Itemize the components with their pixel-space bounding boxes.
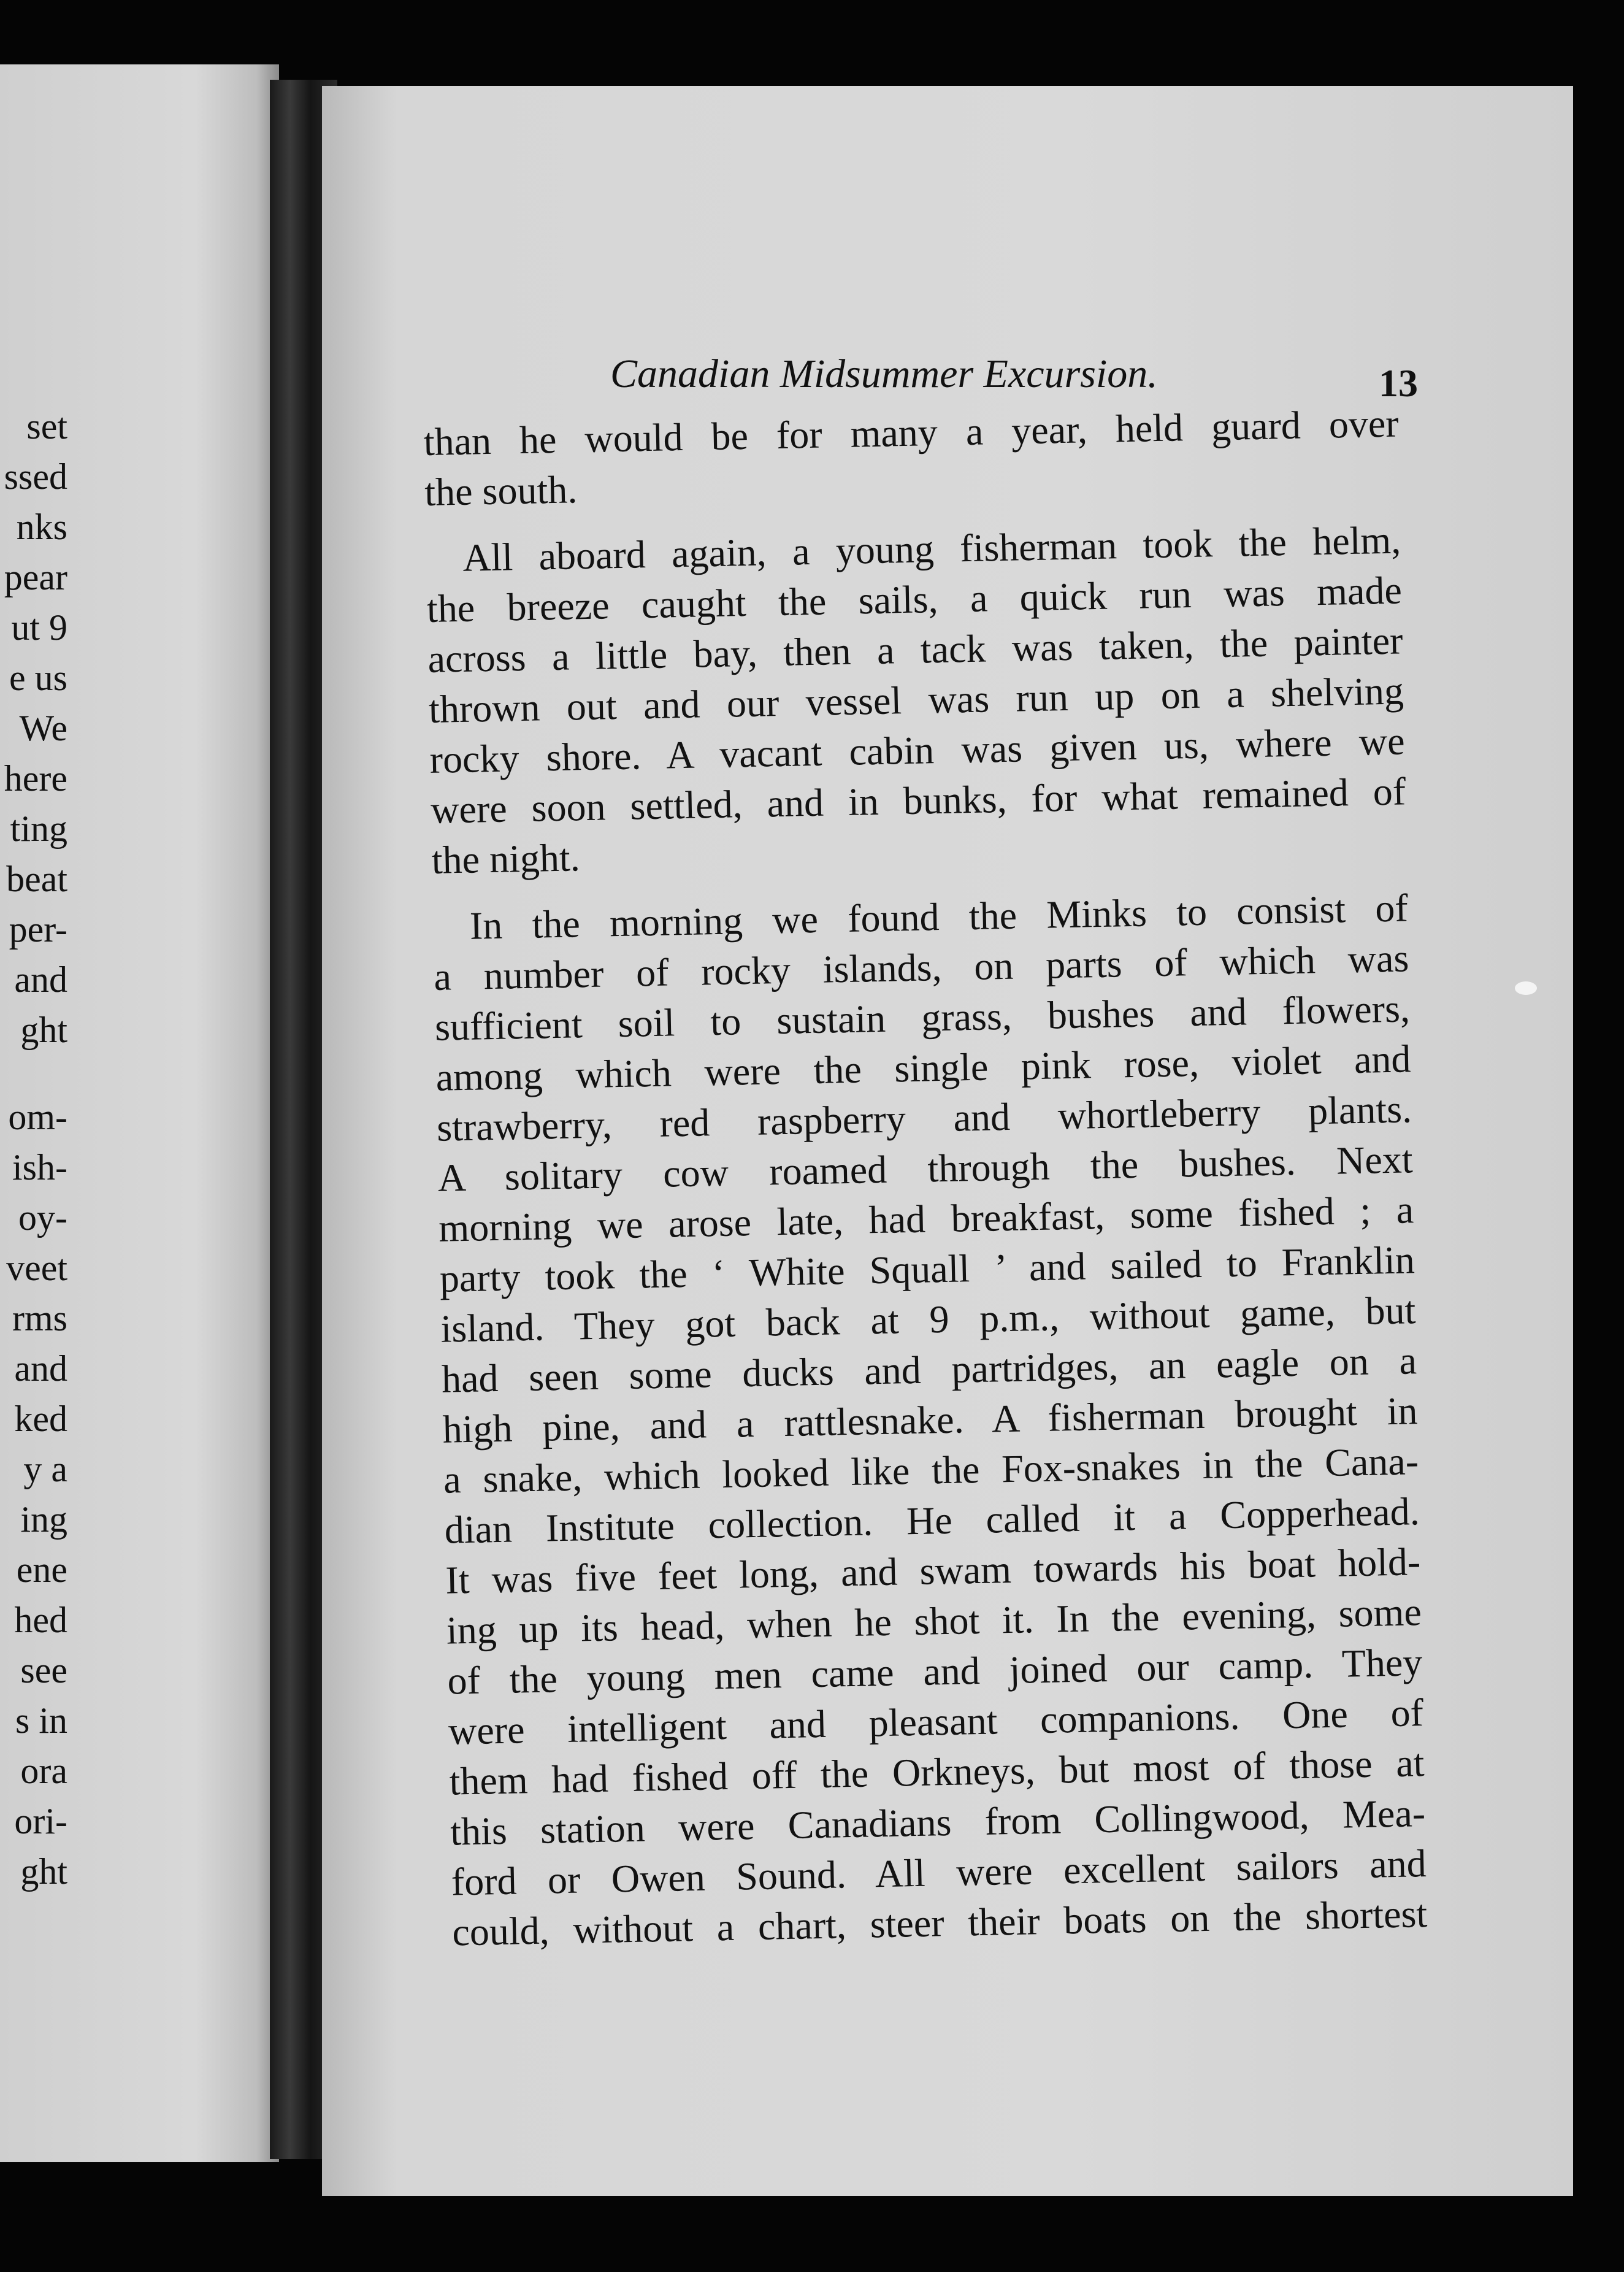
- left-page-fragment: ght: [20, 1010, 67, 1050]
- running-title: Canadian Midsummer Excursion.: [610, 351, 1158, 396]
- left-page-fragment: here: [4, 758, 67, 799]
- text-line: this station were Canadians from Collingwood, Mea-: [450, 1791, 1426, 1854]
- text-line: sufficient soil to sustain grass, bushes and flowers,: [434, 986, 1411, 1049]
- text-line: It was five feet long, and swam towards his boat hold-: [445, 1540, 1421, 1602]
- text-line: morning we arose late, had breakfast, some fished ; a: [438, 1188, 1414, 1250]
- text-line: rocky shore. A vacant cabin was given us, where we: [429, 719, 1406, 781]
- left-page-fragment: beat: [6, 859, 67, 899]
- left-page-fragment: veet: [6, 1248, 67, 1288]
- paper-blemish: [1515, 981, 1537, 995]
- text-line: than he would be for many a year, held guard over: [423, 401, 1400, 464]
- text-line: across a little bay, then a tack was taken, the painter: [427, 618, 1403, 681]
- text-line: ford or Owen Sound. All were excellent sailors and: [451, 1841, 1427, 1904]
- text-line: high pine, and a rattlesnake. A fisherman brought in: [442, 1389, 1419, 1451]
- left-page-fragment: per-: [9, 909, 67, 950]
- left-page-fragment: hed: [14, 1600, 67, 1640]
- text-line: A solitary cow roamed through the bushes. Next: [437, 1137, 1414, 1200]
- left-page-fragment: ene: [16, 1549, 67, 1590]
- left-page-fragment: ut 9: [11, 607, 67, 648]
- text-line: the breeze caught the sails, a quick run was made: [426, 568, 1403, 631]
- left-page-fragment: pear: [4, 557, 67, 597]
- text-line: thrown out and our vessel was run up on a shelving: [428, 669, 1404, 731]
- left-page-fragment: ssed: [4, 456, 67, 497]
- left-page: [0, 64, 279, 2162]
- text-line: the night.: [431, 835, 581, 882]
- text-line: All aboard again, a young fisherman took the helm,: [462, 518, 1401, 580]
- text-line: the south.: [424, 467, 578, 514]
- left-page-fragment: ora: [20, 1751, 67, 1791]
- left-page-fragment: and: [14, 1348, 67, 1389]
- left-page-fragment: y a: [23, 1449, 67, 1489]
- left-page-fragment: ish-: [12, 1147, 67, 1188]
- text-line: were soon settled, and in bunks, for what remained of: [430, 769, 1406, 832]
- left-page-fragment: e us: [9, 658, 67, 698]
- text-line: strawberry, red raspberry and whortleberry plants.: [436, 1087, 1412, 1149]
- left-page-fragment: ori-: [14, 1801, 67, 1841]
- text-line: In the morning we found the Minks to consist of: [469, 886, 1409, 948]
- left-page-fragment: We: [19, 708, 67, 748]
- text-line: of the young men came and joined our camp. They: [446, 1640, 1423, 1703]
- left-page-fragment: set: [26, 406, 67, 447]
- left-page-fragment: ting: [10, 808, 67, 849]
- left-page-fragment: and: [14, 959, 67, 1000]
- text-line: them had fished off the Orkneys, but most of those at: [449, 1741, 1425, 1803]
- left-page-fragment: ing: [20, 1499, 67, 1540]
- text-line: a snake, which looked like the Fox-snakes in the Cana-: [443, 1439, 1419, 1502]
- text-line: party took the ‘ White Squall ’ and sailed to Franklin: [439, 1238, 1415, 1300]
- left-page-fragment: see: [20, 1650, 67, 1691]
- left-page-fragment: ght: [20, 1851, 67, 1892]
- text-line: could, without a chart, steer their boats on the shortest: [451, 1892, 1428, 1954]
- page-number: 13: [1379, 361, 1418, 405]
- text-line: among which were the single pink rose, violet and: [435, 1037, 1412, 1099]
- text-line: ing up its head, when he shot it. In the evening, some: [446, 1590, 1422, 1652]
- text-line: had seen some ducks and partridges, an eagle on a: [441, 1338, 1417, 1401]
- left-page-fragment: om-: [8, 1097, 67, 1137]
- text-line: were intelligent and pleasant companions. One of: [448, 1691, 1424, 1753]
- text-line: island. They got back at 9 p.m., without game, but: [440, 1288, 1416, 1351]
- left-page-fragment: s in: [15, 1700, 67, 1741]
- left-page-fragment: ked: [14, 1399, 67, 1439]
- body-text: [423, 398, 1428, 1957]
- text-line: a number of rocky islands, on parts of which was: [433, 936, 1409, 999]
- left-page-fragment: nks: [16, 507, 67, 547]
- left-page-fragment: rms: [12, 1298, 67, 1338]
- text-line: dian Institute collection. He called it a Copperhead.: [444, 1489, 1420, 1552]
- left-page-fragment: oy-: [18, 1197, 67, 1238]
